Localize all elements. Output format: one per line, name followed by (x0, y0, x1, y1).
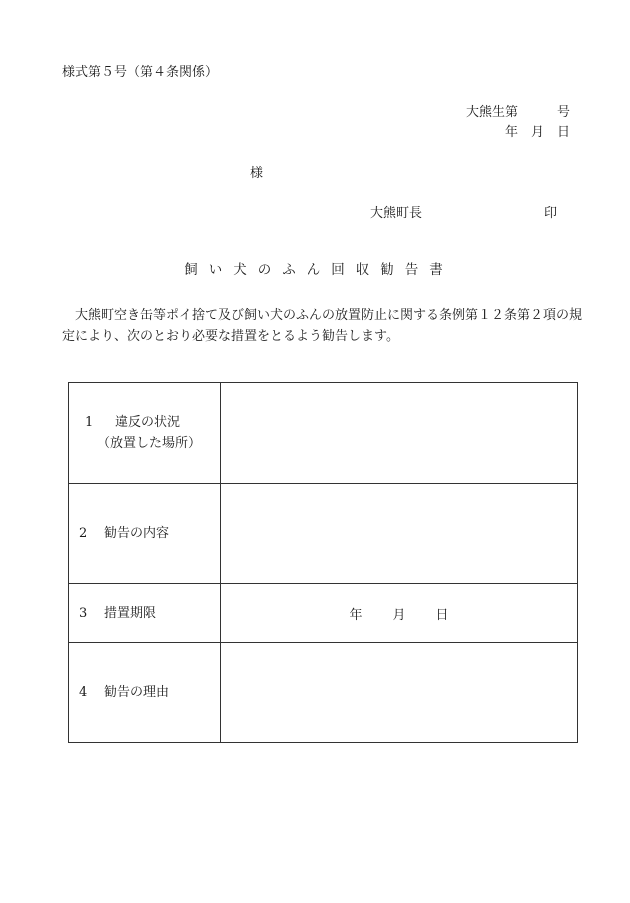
reason-detail-field[interactable] (221, 643, 578, 743)
title-char: 書 (429, 262, 454, 278)
deadline-date-field[interactable] (221, 584, 578, 643)
form-label: 様式第５号（第４条関係） (62, 65, 219, 80)
body-paragraph: 大熊町空き缶等ポイ捨て及び飼い犬のふんの放置防止に関する条例第１２条第２項の規定により、次のとおり必要な措置をとるよう勧告します。 (62, 308, 583, 344)
title-char: 飼 (184, 262, 209, 278)
deadline-month-label: 月 (392, 607, 406, 623)
seal-mark: 印 (544, 206, 558, 221)
table-row (69, 383, 578, 484)
violation-detail-field[interactable] (221, 383, 578, 484)
row-label-violation (69, 383, 221, 484)
row-label-reason (69, 643, 221, 743)
title-char: い (208, 262, 234, 278)
title-char: 犬 (233, 262, 258, 278)
reference-number-line: 大熊生第 号 (465, 105, 570, 120)
table-row (69, 584, 578, 643)
addressee-honorific: 様 (250, 166, 264, 181)
deadline-year-label: 年 (349, 607, 363, 623)
title-char: 告 (404, 262, 430, 278)
title-char: 勧 (380, 262, 405, 278)
row-label-recommendation (69, 484, 221, 584)
row-label-subtext: （放置した場所） (97, 436, 202, 451)
title-char: 回 (331, 262, 356, 278)
row-label-text: 勧告の内容 (104, 526, 170, 541)
row-label-deadline (69, 584, 221, 643)
recommendation-detail-field[interactable] (221, 484, 578, 584)
row-label-text: 措置期限 (104, 605, 157, 621)
row-label-text: 違反の状況 (115, 415, 181, 430)
issue-date-line: 年 月 日 (504, 125, 570, 140)
title-char: の (257, 262, 283, 278)
title-char: ん (306, 262, 332, 278)
row-number: 1 (85, 415, 94, 430)
table-row (69, 643, 578, 743)
recommendation-table (68, 382, 578, 743)
row-number: 2 (79, 526, 88, 541)
row-label-text: 勧告の理由 (104, 685, 170, 700)
issuer-name: 大熊町長 (370, 206, 423, 221)
document-title (0, 264, 630, 278)
row-number: 3 (79, 605, 88, 621)
deadline-day-label: 日 (435, 607, 449, 623)
title-char: 収 (355, 262, 381, 278)
table-row (69, 484, 578, 584)
title-char: ふ (282, 262, 307, 278)
row-number: 4 (79, 685, 88, 700)
